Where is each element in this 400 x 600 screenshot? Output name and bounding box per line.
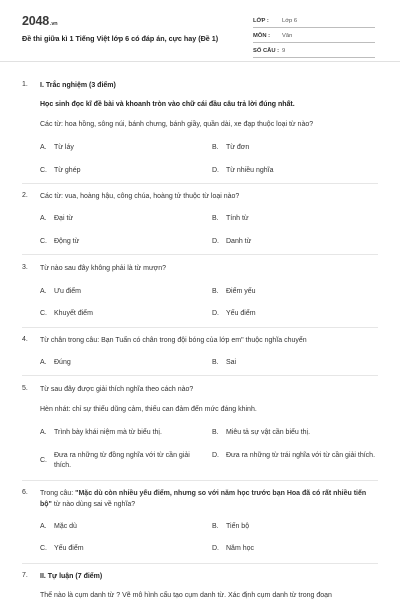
meta-value: 9 bbox=[282, 47, 286, 54]
option-d[interactable]: D. Năm học bbox=[212, 545, 255, 552]
divider bbox=[22, 480, 378, 481]
option-c[interactable]: C. Khuyết điểm bbox=[40, 310, 93, 317]
option-d[interactable]: D. Từ nhiều nghĩa bbox=[212, 167, 274, 174]
option-a[interactable]: A. Trình bày khái niệm mà từ biểu thị. bbox=[40, 429, 162, 436]
question-7 bbox=[22, 572, 378, 583]
option-d[interactable]: D. Danh từ bbox=[212, 238, 252, 245]
question-5 bbox=[22, 385, 378, 396]
option-b[interactable]: B. Điểm yếu bbox=[212, 288, 256, 295]
question-number: 7. bbox=[22, 572, 28, 579]
question-number: 1. bbox=[22, 81, 28, 88]
meta-value: Lớp 6 bbox=[282, 17, 298, 24]
option-d[interactable]: D. Đưa ra những từ trái nghĩa với từ cần giải thích. bbox=[212, 452, 376, 459]
question-number: 5. bbox=[22, 385, 28, 392]
question-6 bbox=[22, 489, 378, 510]
question-prompt: Hèn nhát: chỉ sự thiếu dũng cảm, thiếu can đảm đến mức đáng khinh. bbox=[40, 406, 257, 413]
divider bbox=[22, 563, 378, 564]
option-c[interactable]: C. Đưa ra những từ đồng nghĩa với từ cần giải thích. bbox=[40, 452, 190, 469]
divider bbox=[22, 183, 378, 184]
question-text: Trong câu: "Mặc dù còn nhiều yếu điểm, nhưng so với năm học trước bạn Hoa đã có rất nhiều tiến bộ" từ nào dùng sai về nghĩa? bbox=[40, 490, 367, 508]
document-title: Đề thi giữa kì 1 Tiếng Việt lớp 6 có đáp án, cực hay (Đề 1) bbox=[22, 34, 219, 43]
option-c[interactable]: C. Từ ghép bbox=[40, 167, 81, 174]
question-text: I. Trắc nghiệm (3 điểm) bbox=[40, 82, 116, 89]
option-a[interactable]: A. Từ láy bbox=[40, 144, 74, 151]
option-b[interactable]: B. Tiến bộ bbox=[212, 523, 250, 530]
divider bbox=[22, 254, 378, 255]
meta-row-class bbox=[253, 14, 375, 28]
option-a[interactable]: A. Mặc dù bbox=[40, 523, 77, 530]
meta-key: LỚP : bbox=[253, 17, 269, 24]
question-2 bbox=[22, 192, 378, 203]
divider bbox=[22, 327, 378, 328]
option-b[interactable]: B. Tính từ bbox=[212, 215, 249, 222]
meta-value: Văn bbox=[282, 32, 293, 39]
option-d[interactable]: D. Yếu điểm bbox=[212, 310, 256, 317]
question-number: 6. bbox=[22, 489, 28, 496]
site-logo[interactable]: 2048.vn bbox=[22, 14, 58, 28]
question-4 bbox=[22, 336, 378, 347]
option-a[interactable]: A. Ưu điểm bbox=[40, 288, 81, 295]
question-prompt: Thế nào là cụm danh từ ? Vẽ mô hình cấu tạo cụm danh từ. Xác định cụm danh từ trong đoạn bbox=[40, 592, 332, 599]
question-text: Từ sau đây được giải thích nghĩa theo cách nào? bbox=[40, 386, 194, 393]
meta-row-count bbox=[253, 44, 375, 58]
question-1 bbox=[22, 81, 378, 92]
question-number: 3. bbox=[22, 264, 28, 271]
document-header bbox=[0, 0, 400, 62]
option-a[interactable]: A. Đại từ bbox=[40, 215, 74, 222]
question-prompt: Các từ: hoa hồng, sông núi, bánh chưng, bánh giầy, quần dài, xe đạp thuộc loại từ nào? bbox=[40, 121, 314, 128]
option-b[interactable]: B. Miêu tả sự vật cần biểu thị. bbox=[212, 429, 311, 436]
question-text: Từ chân trong câu: Bạn Tuấn có chân trong đội bóng của lớp em" thuộc nghĩa chuyển bbox=[40, 337, 307, 344]
meta-key: MÔN : bbox=[253, 32, 271, 39]
question-number: 2. bbox=[22, 192, 28, 199]
meta-key: SỐ CÂU : bbox=[253, 47, 280, 54]
question-number: 4. bbox=[22, 336, 28, 343]
question-text: Từ nào sau đây không phải là từ mượn? bbox=[40, 265, 167, 272]
option-c[interactable]: C. Yếu điểm bbox=[40, 545, 84, 552]
option-b[interactable]: B. Từ đơn bbox=[212, 144, 250, 151]
option-a[interactable]: A. Đúng bbox=[40, 359, 71, 366]
question-instruction: Học sinh đọc kĩ đề bài và khoanh tròn vào chữ cái đầu câu trả lời đúng nhất. bbox=[40, 101, 295, 108]
question-text: II. Tự luận (7 điểm) bbox=[40, 573, 103, 580]
question-text: Các từ: vua, hoàng hậu, công chúa, hoàng tử thuộc từ loại nào? bbox=[40, 193, 240, 200]
option-b[interactable]: B. Sai bbox=[212, 359, 237, 366]
option-c[interactable]: C. Động từ bbox=[40, 238, 80, 245]
question-3 bbox=[22, 264, 378, 275]
document-meta bbox=[253, 14, 375, 59]
meta-row-subject bbox=[253, 29, 375, 43]
divider bbox=[22, 375, 378, 376]
